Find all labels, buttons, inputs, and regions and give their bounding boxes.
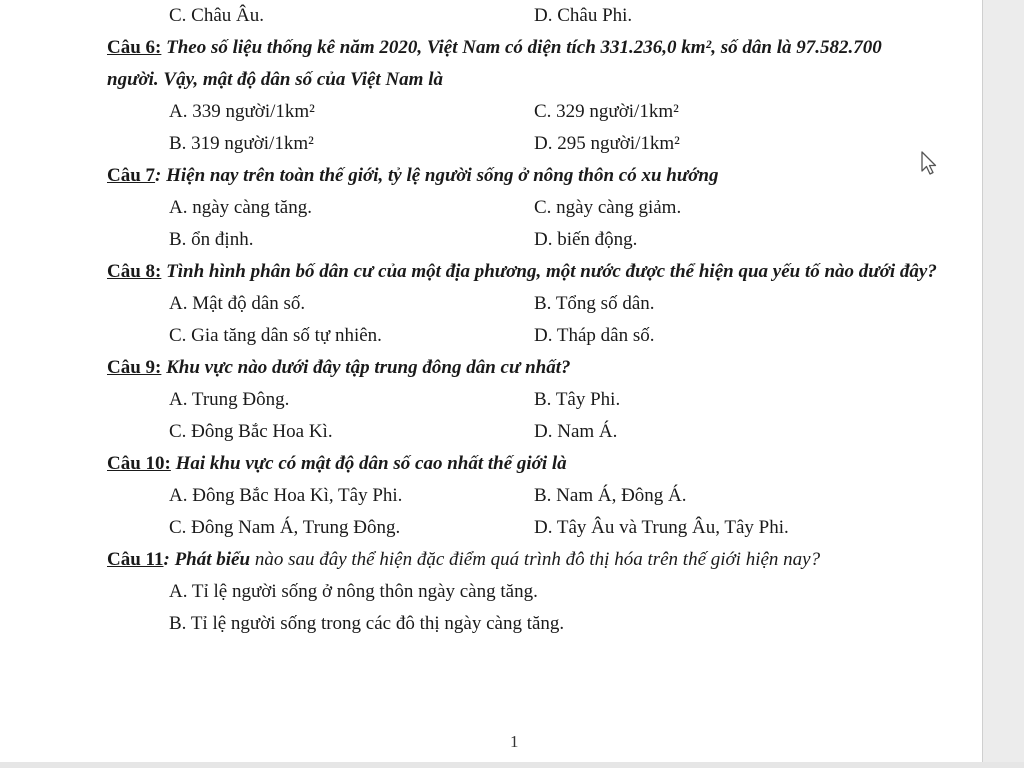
option-d: D. Nam Á. xyxy=(534,421,618,442)
question-text: Khu vực nào dưới đây tập trung đông dân cư nhất? xyxy=(161,357,571,378)
question-label: Câu 10: xyxy=(107,453,171,474)
question-6 xyxy=(107,32,937,96)
option-b: B. 319 người/1km² xyxy=(169,133,314,154)
question-label: Câu 11 xyxy=(107,549,164,570)
option-a: A. Tỉ lệ người sống ở nông thôn ngày càng tăng. xyxy=(169,581,538,602)
option-d: D. biến động. xyxy=(534,229,638,250)
question-text: Hai khu vực có mật độ dân số cao nhất thế giới là xyxy=(170,453,567,474)
option-a: A. Trung Đông. xyxy=(169,389,290,410)
question-text-bold: : Phát biểu xyxy=(163,549,251,570)
question-8 xyxy=(107,256,937,288)
question-text: Tình hình phân bố dân cư của một địa phương, một nước được thể hiện qua yếu tố nào dưới đây? xyxy=(161,261,937,282)
question-7 xyxy=(107,160,937,192)
option-row xyxy=(107,96,937,128)
option-row xyxy=(107,0,937,32)
option-row xyxy=(107,192,937,224)
option-row xyxy=(107,416,937,448)
question-text: : Hiện nay trên toàn thế giới, tỷ lệ người sống ở nông thôn có xu hướng xyxy=(155,165,719,186)
option-b: B. Tổng số dân. xyxy=(534,293,655,314)
option-row xyxy=(107,384,937,416)
question-label: Câu 9: xyxy=(107,357,162,378)
option-row xyxy=(107,288,937,320)
option-row xyxy=(107,480,937,512)
option-d: D. Tháp dân số. xyxy=(534,325,655,346)
option-a: A. 339 người/1km² xyxy=(169,101,315,122)
mouse-pointer-icon xyxy=(920,151,938,177)
option-row xyxy=(107,128,937,160)
question-label: Câu 7 xyxy=(107,165,156,186)
option-a: A. Mật độ dân số. xyxy=(169,293,306,314)
option-b: B. Tây Phi. xyxy=(534,389,621,410)
option-c: C. Đông Bắc Hoa Kì. xyxy=(169,421,333,442)
question-9 xyxy=(107,352,937,384)
option-b: B. ổn định. xyxy=(169,229,254,250)
question-10 xyxy=(107,448,937,480)
document-body xyxy=(107,0,937,640)
question-label: Câu 8: xyxy=(107,261,162,282)
option-c: C. Châu Âu. xyxy=(169,5,264,26)
option-d: D. Châu Phi. xyxy=(534,5,633,26)
option-c: C. 329 người/1km² xyxy=(534,101,679,122)
question-text: Theo số liệu thống kê năm 2020, Việt Nam có diện tích 331.236,0 km², số dân là 97.582.700 người. Vậy, mật độ dân số của Việt Nam là xyxy=(107,37,882,90)
option-row xyxy=(107,512,937,544)
option-d: D. Tây Âu và Trung Âu, Tây Phi. xyxy=(534,517,789,538)
option-b: B. Tỉ lệ người sống trong các đô thị ngày càng tăng. xyxy=(169,613,565,634)
question-11 xyxy=(107,544,937,576)
option-row xyxy=(107,320,937,352)
option-c: C. Gia tăng dân số tự nhiên. xyxy=(169,325,382,346)
question-label: Câu 6: xyxy=(107,37,162,58)
option-a: A. Đông Bắc Hoa Kì, Tây Phi. xyxy=(169,485,403,506)
option-d: D. 295 người/1km² xyxy=(534,133,680,154)
page-number: 1 xyxy=(510,732,519,751)
option-c: C. ngày càng giảm. xyxy=(534,197,682,218)
option-a: A. ngày càng tăng. xyxy=(169,197,312,218)
option-row xyxy=(107,224,937,256)
window-margin xyxy=(983,0,1024,768)
question-text: nào sau đây thể hiện đặc điểm quá trình đô thị hóa trên thế giới hiện nay? xyxy=(250,549,821,570)
option-b: B. Nam Á, Đông Á. xyxy=(534,485,687,506)
page-gap xyxy=(0,762,1024,768)
option-c: C. Đông Nam Á, Trung Đông. xyxy=(169,517,401,538)
